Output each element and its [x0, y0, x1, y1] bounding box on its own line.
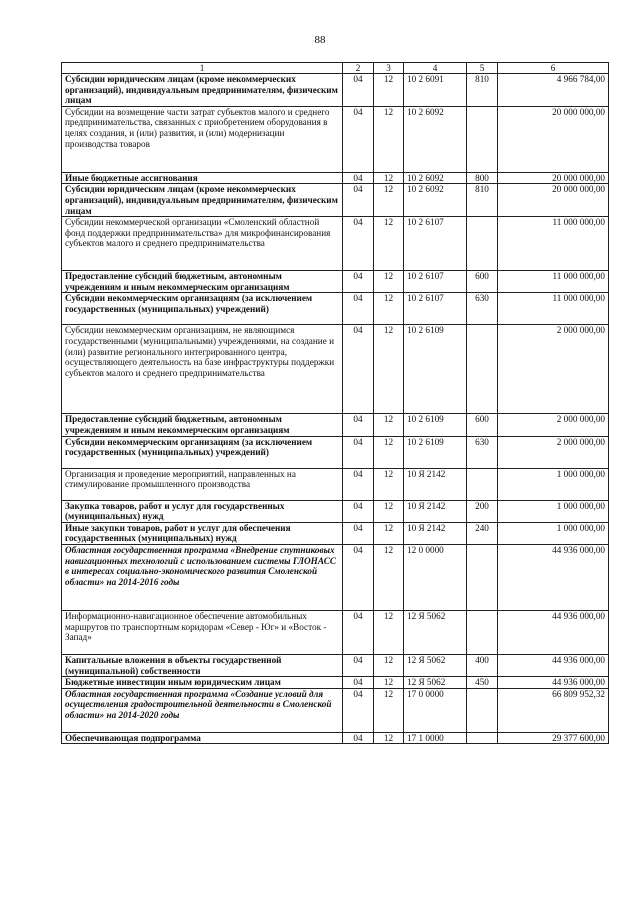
row-name-cell: Субсидии на возмещение части затрат субъектов малого и среднего предпринимательства, связанных с приобретением оборудования в целях создания, и (или) развития, и (или) модернизации производства товаров	[62, 106, 343, 172]
row-csr-cell: 12 0 0000	[404, 544, 467, 610]
row-name-cell: Иные бюджетные ассигнования	[62, 172, 343, 184]
row-name-cell: Субсидии некоммерческим организациям (за исключением государственных (муниципальных) учреждений)	[62, 293, 343, 325]
row-ministry-cell: 04	[343, 610, 374, 654]
budget-table	[61, 62, 609, 744]
row-name-cell: Иные закупки товаров, работ и услуг для обеспечения государственных (муниципальных) нужд	[62, 522, 343, 544]
header-col-3: 3	[374, 63, 404, 74]
row-csr-cell: 12 Я 5062	[404, 677, 467, 689]
row-section-cell: 12	[374, 654, 404, 676]
row-section-cell: 12	[374, 732, 404, 744]
row-ministry-cell: 04	[343, 106, 374, 172]
row-section-cell: 12	[374, 500, 404, 522]
row-csr-cell: 10 2 6107	[404, 293, 467, 325]
row-amount-cell: 1 000 000,00	[498, 468, 609, 500]
table-row	[62, 468, 609, 500]
row-amount-cell: 2 000 000,00	[498, 436, 609, 468]
table-row	[62, 172, 609, 184]
row-amount-cell: 11 000 000,00	[498, 271, 609, 293]
row-section-cell: 12	[374, 271, 404, 293]
row-ministry-cell: 04	[343, 654, 374, 676]
row-vr-cell: 200	[467, 500, 498, 522]
row-ministry-cell: 04	[343, 677, 374, 689]
row-csr-cell: 10 Я 2142	[404, 468, 467, 500]
row-section-cell: 12	[374, 217, 404, 271]
row-ministry-cell: 04	[343, 732, 374, 744]
row-ministry-cell: 04	[343, 522, 374, 544]
table-row	[62, 271, 609, 293]
row-vr-cell	[467, 325, 498, 414]
header-col-2: 2	[343, 63, 374, 74]
row-amount-cell: 4 966 784,00	[498, 74, 609, 107]
row-amount-cell: 44 936 000,00	[498, 677, 609, 689]
row-section-cell: 12	[374, 688, 404, 732]
row-name-cell: Субсидии некоммерческим организациям, не являющимся государственными (муниципальными) учреждениями, на создание и (или) развитие регионального интегрированного центра, осуществляющего деятельность на базе инфраструктуры поддержки субъектов малого и среднего предпринимательства	[62, 325, 343, 414]
row-amount-cell: 20 000 000,00	[498, 184, 609, 217]
table-body	[62, 74, 609, 744]
row-ministry-cell: 04	[343, 414, 374, 436]
row-csr-cell: 12 Я 5062	[404, 610, 467, 654]
header-col-1: 1	[62, 63, 343, 74]
row-vr-cell: 600	[467, 414, 498, 436]
row-vr-cell: 450	[467, 677, 498, 689]
row-vr-cell	[467, 688, 498, 732]
row-amount-cell: 11 000 000,00	[498, 217, 609, 271]
row-vr-cell: 600	[467, 271, 498, 293]
table-row	[62, 184, 609, 217]
row-ministry-cell: 04	[343, 293, 374, 325]
row-name-cell: Субсидии некоммерческой организации «Смоленский областной фонд поддержки предпринимательства» для микрофинансирования субъектов малого и среднего предпринимательства	[62, 217, 343, 271]
row-ministry-cell: 04	[343, 436, 374, 468]
row-section-cell: 12	[374, 325, 404, 414]
row-name-cell: Областная государственная программа «Создание условий для осуществления градостроительной деятельности в Смоленской области» на 2014-2020 годы	[62, 688, 343, 732]
table-row	[62, 522, 609, 544]
row-amount-cell: 20 000 000,00	[498, 172, 609, 184]
row-csr-cell: 10 2 6109	[404, 436, 467, 468]
row-csr-cell: 10 Я 2142	[404, 522, 467, 544]
row-ministry-cell: 04	[343, 688, 374, 732]
table-row	[62, 217, 609, 271]
row-ministry-cell: 04	[343, 468, 374, 500]
table-row	[62, 654, 609, 676]
row-csr-cell: 17 1 0000	[404, 732, 467, 744]
row-section-cell: 12	[374, 522, 404, 544]
table-row	[62, 544, 609, 610]
row-name-cell: Предоставление субсидий бюджетным, автономным учреждениям и иным некоммерческим организациям	[62, 271, 343, 293]
row-amount-cell: 44 936 000,00	[498, 654, 609, 676]
header-col-5: 5	[467, 63, 498, 74]
table-row	[62, 106, 609, 172]
row-section-cell: 12	[374, 184, 404, 217]
table-row	[62, 74, 609, 107]
row-ministry-cell: 04	[343, 74, 374, 107]
row-vr-cell	[467, 106, 498, 172]
table-row	[62, 325, 609, 414]
row-csr-cell: 10 2 6092	[404, 184, 467, 217]
row-section-cell: 12	[374, 610, 404, 654]
table-row	[62, 688, 609, 732]
row-amount-cell: 66 809 952,32	[498, 688, 609, 732]
row-csr-cell: 12 Я 5062	[404, 654, 467, 676]
table-row	[62, 500, 609, 522]
row-ministry-cell: 04	[343, 544, 374, 610]
row-csr-cell: 10 2 6107	[404, 271, 467, 293]
row-vr-cell	[467, 610, 498, 654]
row-amount-cell: 44 936 000,00	[498, 544, 609, 610]
row-csr-cell: 10 Я 2142	[404, 500, 467, 522]
row-csr-cell: 10 2 6109	[404, 414, 467, 436]
row-amount-cell: 1 000 000,00	[498, 500, 609, 522]
row-section-cell: 12	[374, 172, 404, 184]
table-row	[62, 414, 609, 436]
row-amount-cell: 29 377 600,00	[498, 732, 609, 744]
row-csr-cell: 10 2 6092	[404, 106, 467, 172]
row-name-cell: Субсидии юридическим лицам (кроме некоммерческих организаций), индивидуальным предпринимателям, физическим лицам	[62, 184, 343, 217]
row-vr-cell	[467, 544, 498, 610]
row-ministry-cell: 04	[343, 217, 374, 271]
row-ministry-cell: 04	[343, 325, 374, 414]
row-vr-cell: 810	[467, 74, 498, 107]
page-number: 88	[314, 34, 326, 46]
row-name-cell: Предоставление субсидий бюджетным, автономным учреждениям и иным некоммерческим организациям	[62, 414, 343, 436]
row-name-cell: Информационно-навигационное обеспечение автомобильных маршрутов по транспортным коридорам «Север - Юг» и «Восток - Запад»	[62, 610, 343, 654]
row-csr-cell: 17 0 0000	[404, 688, 467, 732]
row-section-cell: 12	[374, 544, 404, 610]
row-vr-cell	[467, 468, 498, 500]
header-col-6: 6	[498, 63, 609, 74]
row-section-cell: 12	[374, 468, 404, 500]
row-ministry-cell: 04	[343, 271, 374, 293]
row-name-cell: Обеспечивающая подпрограмма	[62, 732, 343, 744]
table-row	[62, 436, 609, 468]
row-vr-cell: 400	[467, 654, 498, 676]
table-row	[62, 610, 609, 654]
row-csr-cell: 10 2 6092	[404, 172, 467, 184]
row-vr-cell: 810	[467, 184, 498, 217]
row-ministry-cell: 04	[343, 172, 374, 184]
row-section-cell: 12	[374, 677, 404, 689]
row-section-cell: 12	[374, 414, 404, 436]
row-amount-cell: 2 000 000,00	[498, 414, 609, 436]
row-vr-cell: 630	[467, 436, 498, 468]
row-name-cell: Капитальные вложения в объекты государственной (муниципальной) собственности	[62, 654, 343, 676]
row-section-cell: 12	[374, 74, 404, 107]
row-name-cell: Организация и проведение мероприятий, направленных на стимулирование промышленного производства	[62, 468, 343, 500]
row-name-cell: Бюджетные инвестиции иным юридическим лицам	[62, 677, 343, 689]
header-row	[62, 63, 609, 74]
table-row	[62, 293, 609, 325]
row-ministry-cell: 04	[343, 500, 374, 522]
row-vr-cell: 800	[467, 172, 498, 184]
row-section-cell: 12	[374, 293, 404, 325]
row-amount-cell: 11 000 000,00	[498, 293, 609, 325]
table-row	[62, 677, 609, 689]
row-name-cell: Субсидии юридическим лицам (кроме некоммерческих организаций), индивидуальным предпринимателям, физическим лицам	[62, 74, 343, 107]
row-section-cell: 12	[374, 106, 404, 172]
row-csr-cell: 10 2 6107	[404, 217, 467, 271]
row-vr-cell	[467, 217, 498, 271]
row-ministry-cell: 04	[343, 184, 374, 217]
row-vr-cell: 630	[467, 293, 498, 325]
row-name-cell: Закупка товаров, работ и услуг для государственных (муниципальных) нужд	[62, 500, 343, 522]
row-name-cell: Областная государственная программа «Внедрение спутниковых навигационных технологий с использованием системы ГЛОНАСС в интересах социально-экономического развития Смоленской области» на 2014-2016 годы	[62, 544, 343, 610]
row-name-cell: Субсидии некоммерческим организациям (за исключением государственных (муниципальных) учреждений)	[62, 436, 343, 468]
table-row	[62, 732, 609, 744]
row-csr-cell: 10 2 6091	[404, 74, 467, 107]
row-section-cell: 12	[374, 436, 404, 468]
row-amount-cell: 20 000 000,00	[498, 106, 609, 172]
row-csr-cell: 10 2 6109	[404, 325, 467, 414]
row-vr-cell: 240	[467, 522, 498, 544]
row-amount-cell: 44 936 000,00	[498, 610, 609, 654]
row-amount-cell: 1 000 000,00	[498, 522, 609, 544]
row-amount-cell: 2 000 000,00	[498, 325, 609, 414]
row-vr-cell	[467, 732, 498, 744]
header-col-4: 4	[404, 63, 467, 74]
